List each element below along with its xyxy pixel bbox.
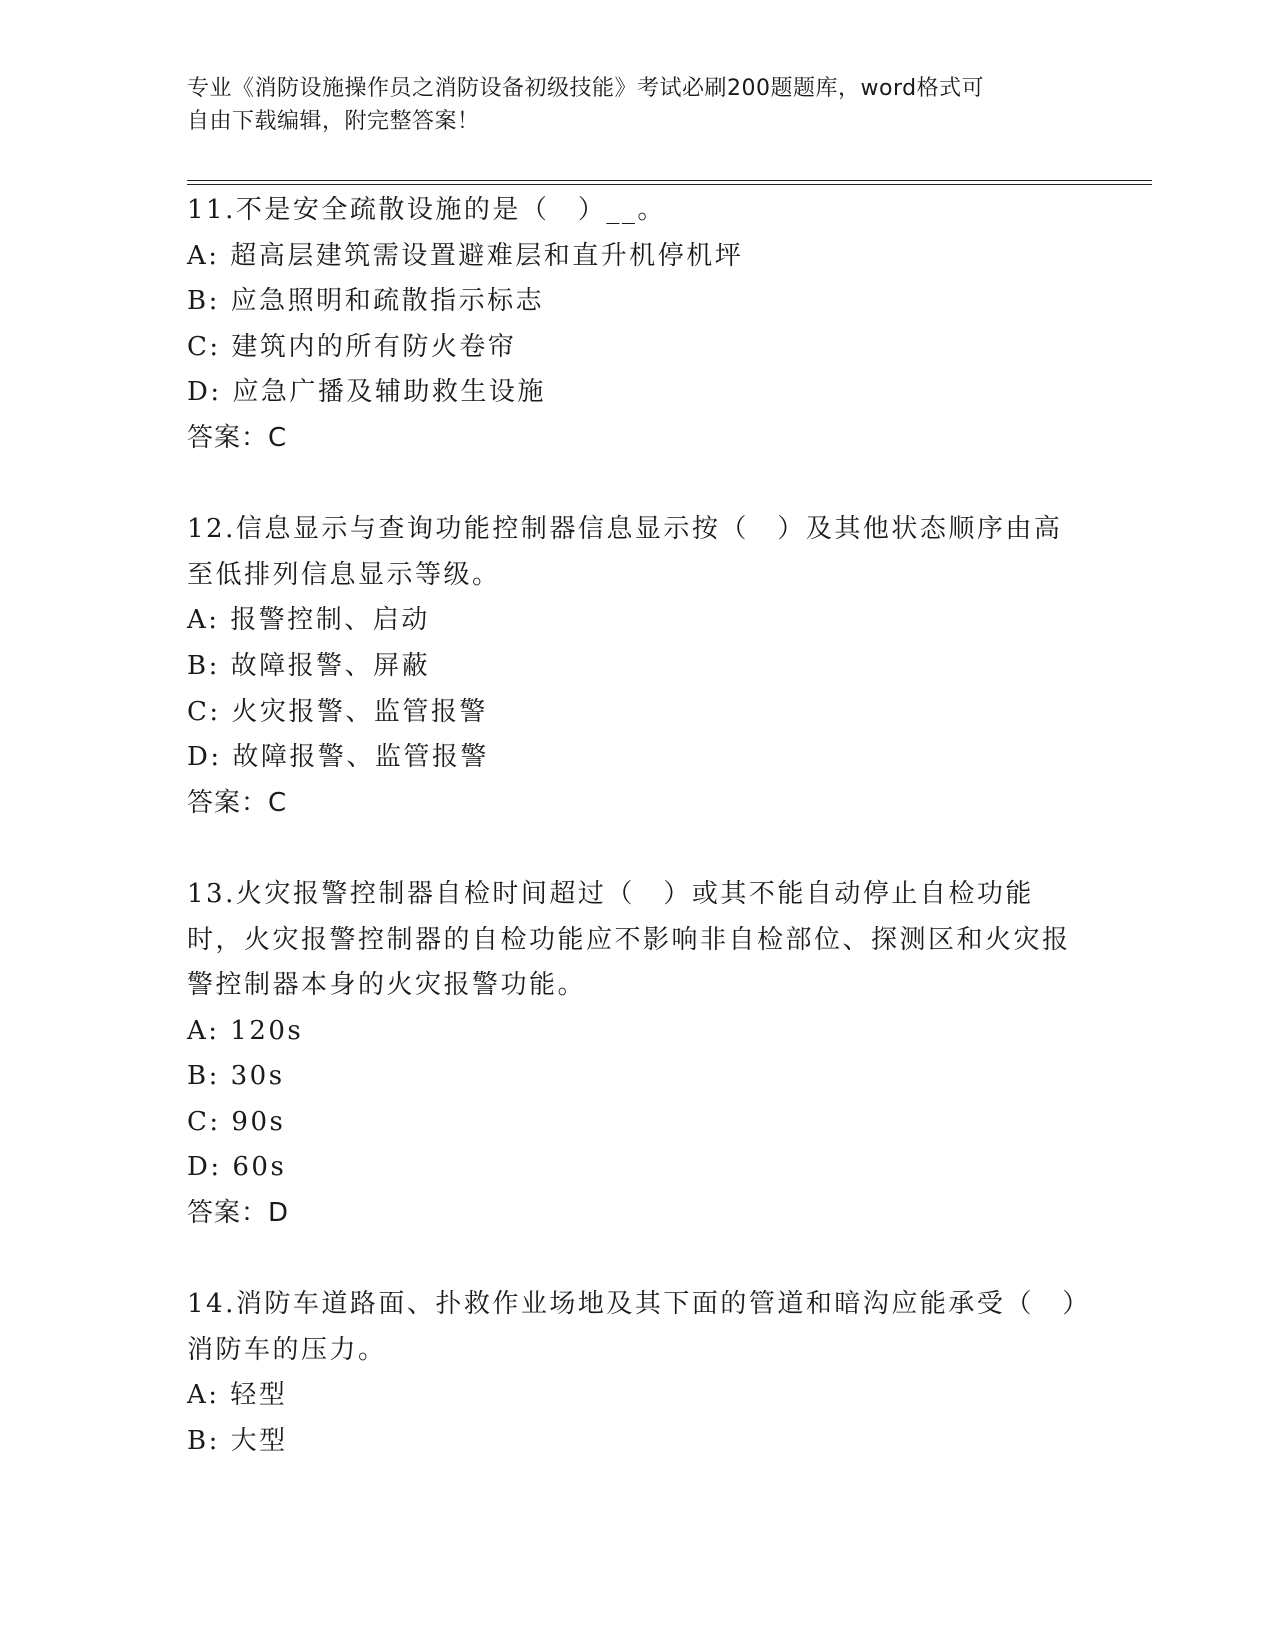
question-list [187,188,1087,1510]
answer: 答案：C [187,422,288,453]
question-12 [187,507,1087,826]
option-a: A: 120s [187,1015,304,1046]
header-divider-bottom [187,184,1152,185]
option-c: C: 建筑内的所有防火卷帘 [187,331,517,362]
option-c: C: 90s [187,1106,286,1137]
option-b: B: 故障报警、屏蔽 [187,650,431,681]
option-b: B: 30s [187,1061,285,1092]
option-d: D: 故障报警、监管报警 [187,742,489,773]
header-divider-top [187,180,1152,181]
option-d: D: 应急广播及辅助救生设施 [187,377,546,408]
option-a: A: 超高层建筑需设置避难层和直升机停机坪 [187,240,744,271]
option-b: B: 大型 [187,1426,288,1457]
answer: 答案：D [187,1198,290,1229]
option-c: C: 火灾报警、监管报警 [187,696,488,727]
question-14 [187,1282,1087,1464]
answer: 答案：C [187,787,288,818]
question-11 [187,188,1087,462]
option-a: A: 轻型 [187,1380,288,1411]
header-line-2: 自由下载编辑，附完整答案！ [187,109,480,134]
document-header [187,72,1067,138]
question-stem: 13.火灾报警控制器自检时间超过（ ）或其不能自动停止自检功能时，火灾报警控制器的自检功能应不影响非自检部位、探测区和火灾报警控制器本身的火灾报警功能。 [187,878,1071,1001]
option-d: D: 60s [187,1152,287,1183]
question-stem: 14.消防车道路面、扑救作业场地及其下面的管道和暗沟应能承受（ ）消防车的压力。 [187,1289,1078,1365]
option-a: A: 报警控制、启动 [187,605,430,636]
header-line-1: 专业《消防设施操作员之消防设备初级技能》考试必刷200题题库，word格式可 [187,76,985,101]
option-b: B: 应急照明和疏散指示标志 [187,286,545,317]
question-stem: 12.信息显示与查询功能控制器信息显示按（ ）及其他状态顺序由高至低排列信息显示等级。 [187,514,1063,590]
question-stem: 11.不是安全疏散设施的是（ ）__。 [187,195,666,225]
question-13 [187,872,1087,1237]
